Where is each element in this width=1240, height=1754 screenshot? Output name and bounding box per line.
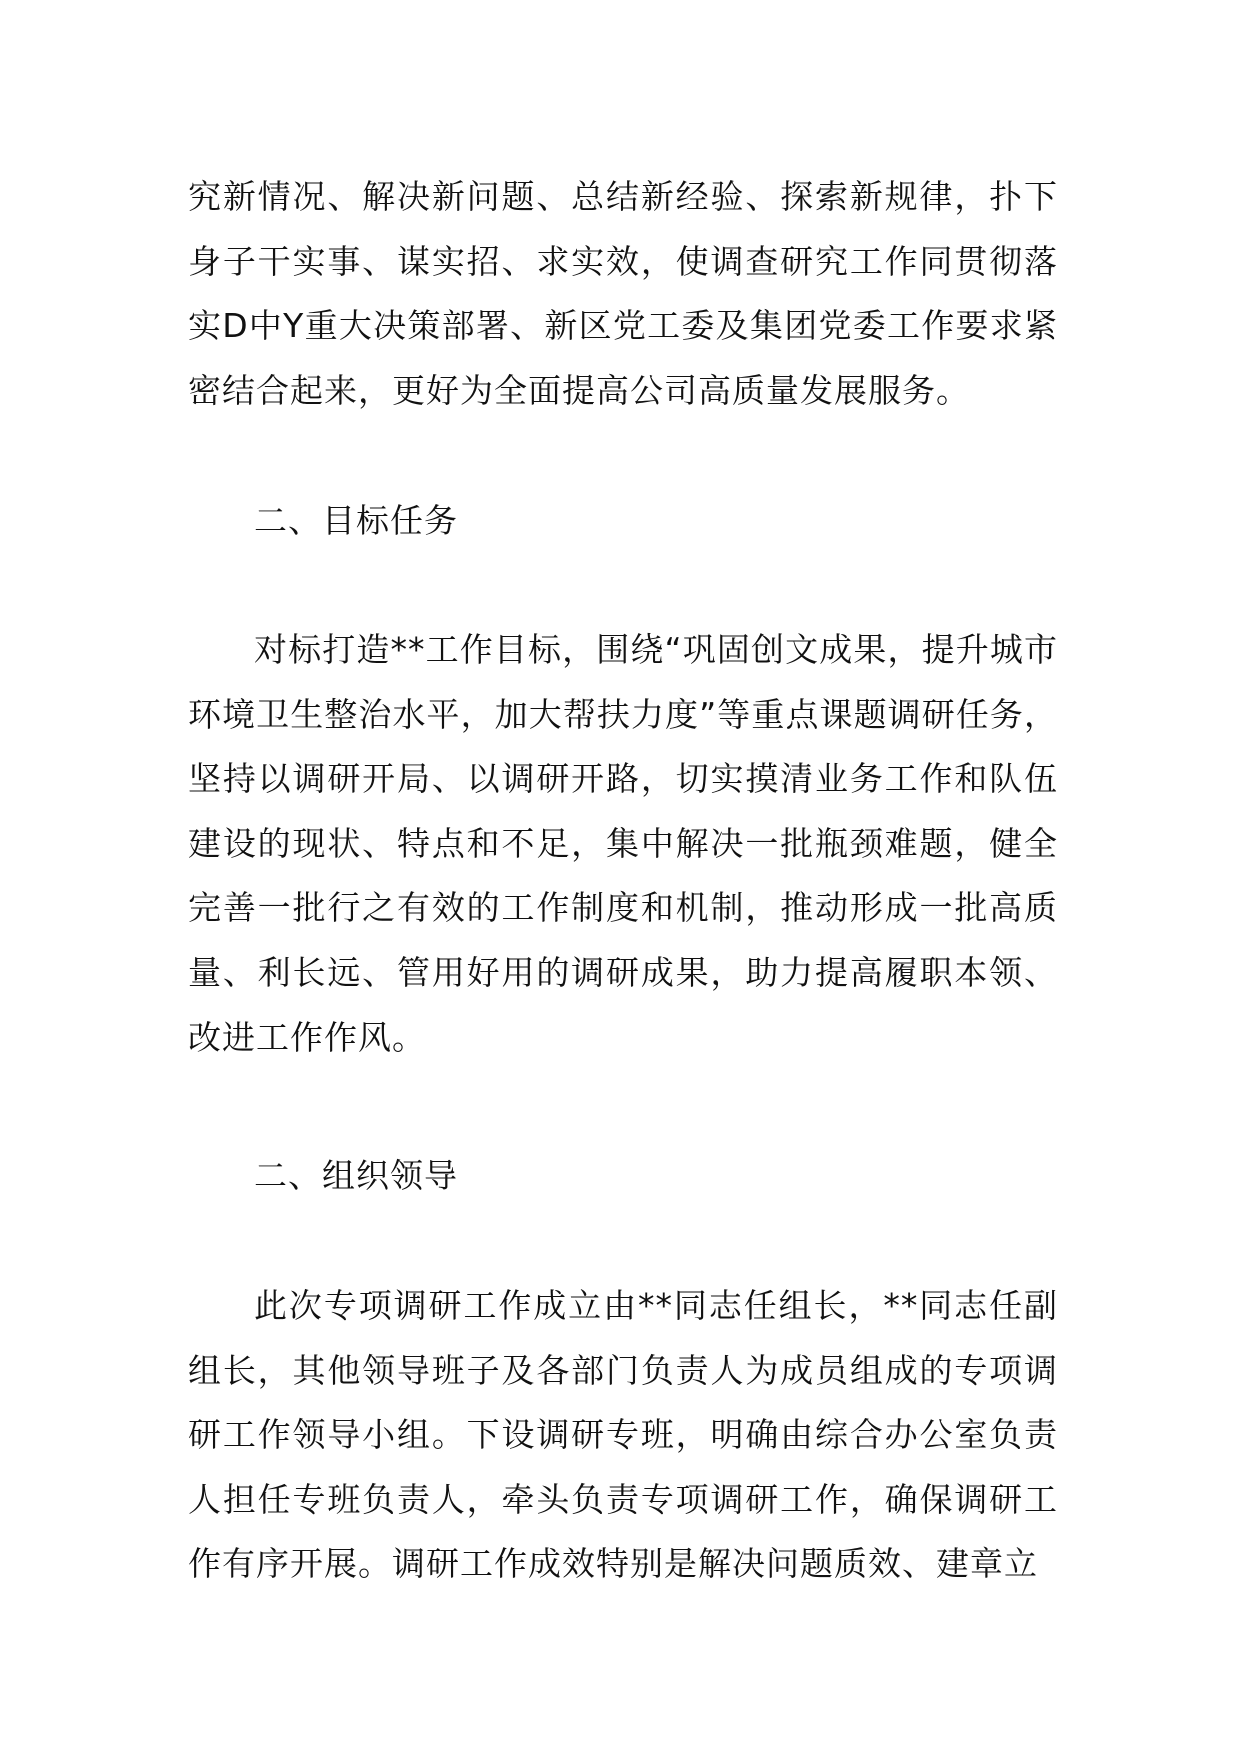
paragraph-goals: 对标打造**工作目标，围绕“巩固创文成果，提升城市环境卫生整治水平，加大帮扶力度”等重点课题调研任务，坚持以调研开局、以调研开路，切实摸清业务工作和队伍建设的现状、特点和不足，集中解决一批瓶颈难题，健全完善一批行之有效的工作制度和机制，推动形成一批高质量、利长远、管用好用的调研成果，助力提高履职本领、改进工作作风。	[188, 630, 1058, 1057]
section-heading-goals: 二、目标任务	[254, 501, 458, 540]
section-heading-leadership: 二、组织领导	[254, 1156, 458, 1195]
paragraph-continuation: 究新情况、解决新问题、总结新经验、探索新规律，扑下身子干实事、谋实招、求实效，使调查研究工作同贯彻落实D中Y重大决策部署、新区党工委及集团党委工作要求紧密结合起来，更好为全面提高公司高质量发展服务。	[188, 177, 1058, 410]
paragraph-leadership: 此次专项调研工作成立由**同志任组长，**同志任副组长，其他领导班子及各部门负责人为成员组成的专项调研工作领导小组。下设调研专班，明确由综合办公室负责人担任专班负责人，牵头负责专项调研工作，确保调研工作有序开展。调研工作成效特别是解决问题质效、建章立	[188, 1286, 1058, 1584]
